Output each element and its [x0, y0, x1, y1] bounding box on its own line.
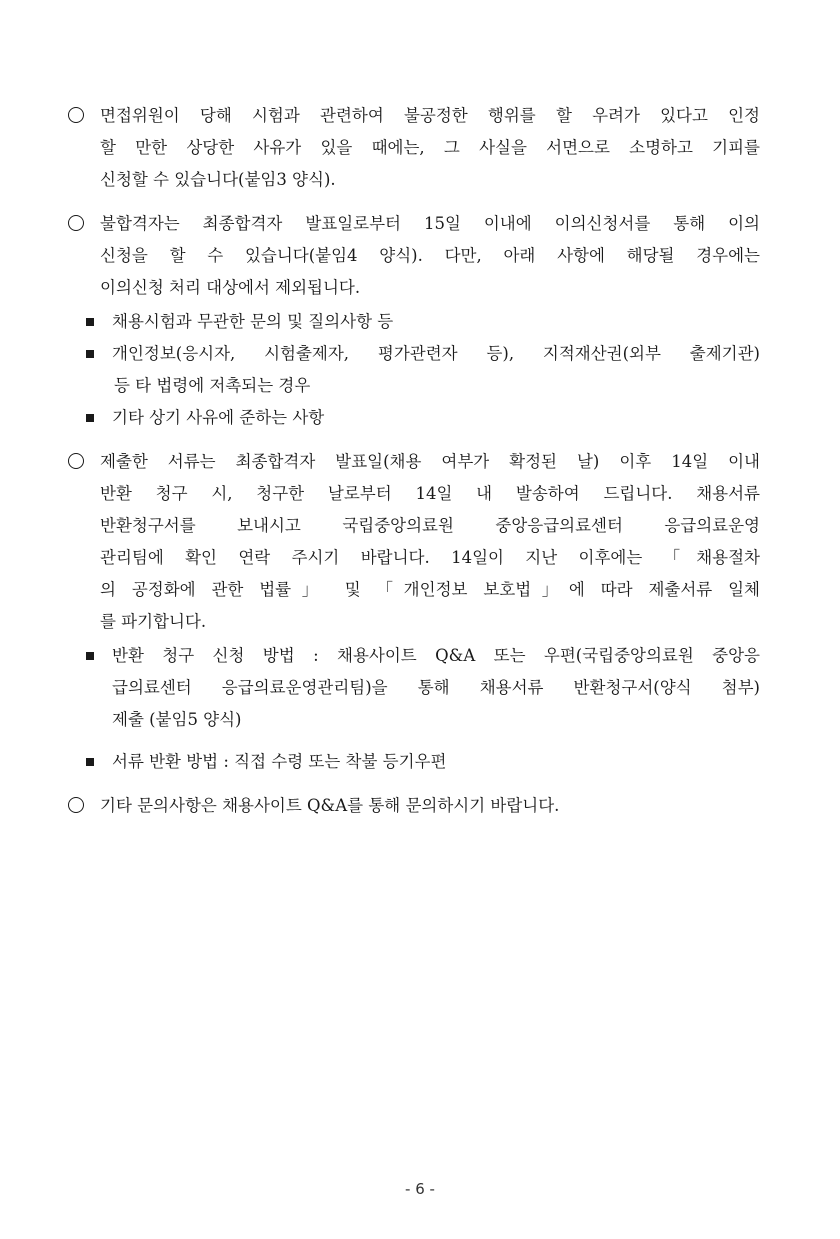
list-item-line: 급의료센터 응급의료운영관리팀)을 통해 채용서류 반환청구서(양식 첨부) — [112, 678, 760, 697]
paragraph-recusal — [68, 100, 760, 196]
list-item-line: 채용시험과 무관한 문의 및 질의사항 등 — [112, 312, 394, 331]
paragraph-line: 제출한 서류는 최종합격자 발표일(채용 여부가 확정된 날) 이후 14일 이내 — [100, 452, 760, 471]
circle-bullet-icon — [68, 797, 84, 813]
paragraph-objection — [68, 208, 760, 304]
paragraph-inquiries — [68, 790, 760, 822]
list-item — [68, 338, 760, 402]
paragraph-line: 반환청구서를 보내시고 국립중앙의료원 중앙응급의료센터 응급의료운영 — [100, 516, 760, 535]
return-method-list — [68, 640, 760, 778]
list-item — [68, 746, 760, 778]
paragraph-line: 를 파기합니다. — [100, 612, 207, 631]
list-item-line: 등 타 법령에 저촉되는 경우 — [114, 376, 311, 395]
paragraph-document-return — [68, 446, 760, 638]
paragraph-line: 반환 청구 시, 청구한 날로부터 14일 내 발송하여 드립니다. 채용서류 — [100, 484, 760, 503]
square-bullet-icon — [86, 652, 94, 660]
document-body — [68, 100, 760, 834]
paragraph-line: 관리팀에 확인 연락 주시기 바랍니다. 14일이 지난 이후에는 「채용절차 — [100, 548, 760, 567]
paragraph-line: 불합격자는 최종합격자 발표일로부터 15일 이내에 이의신청서를 통해 이의 — [100, 214, 760, 233]
square-bullet-icon — [86, 318, 94, 326]
square-bullet-icon — [86, 350, 94, 358]
list-item-line: 기타 상기 사유에 준하는 사항 — [112, 408, 325, 427]
paragraph-line: 면접위원이 당해 시험과 관련하여 불공정한 행위를 할 우려가 있다고 인정 — [100, 106, 760, 125]
circle-bullet-icon — [68, 107, 84, 123]
paragraph-line: 기타 문의사항은 채용사이트 Q&A를 통해 문의하시기 바랍니다. — [100, 796, 560, 815]
list-item-line: 제출 (붙임5 양식) — [112, 710, 242, 729]
circle-bullet-icon — [68, 453, 84, 469]
paragraph-line: 할 만한 상당한 사유가 있을 때에는, 그 사실을 서면으로 소명하고 기피를 — [100, 138, 760, 157]
square-bullet-icon — [86, 758, 94, 766]
square-bullet-icon — [86, 414, 94, 422]
list-item-line: 반환 청구 신청 방법 : 채용사이트 Q&A 또는 우편(국립중앙의료원 중앙응 — [112, 646, 760, 665]
exclusion-list — [68, 306, 760, 434]
paragraph-line: 신청할 수 있습니다(붙임3 양식). — [100, 170, 336, 189]
list-item-line: 개인정보(응시자, 시험출제자, 평가관련자 등), 지적재산권(외부 출제기관) — [112, 344, 760, 363]
list-item — [68, 402, 760, 434]
list-item-line: 서류 반환 방법 : 직접 수령 또는 착불 등기우편 — [112, 752, 447, 771]
list-item — [68, 640, 760, 736]
paragraph-line: 의 공정화에 관한 법률」 및 「개인정보 보호법」에 따라 제출서류 일체 — [100, 580, 760, 599]
page-number: - 6 - — [405, 1180, 435, 1198]
paragraph-line: 신청을 할 수 있습니다(붙임4 양식). 다만, 아래 사항에 해당될 경우에는 — [100, 246, 760, 265]
paragraph-line: 이의신청 처리 대상에서 제외됩니다. — [100, 278, 361, 297]
circle-bullet-icon — [68, 215, 84, 231]
list-item — [68, 306, 760, 338]
